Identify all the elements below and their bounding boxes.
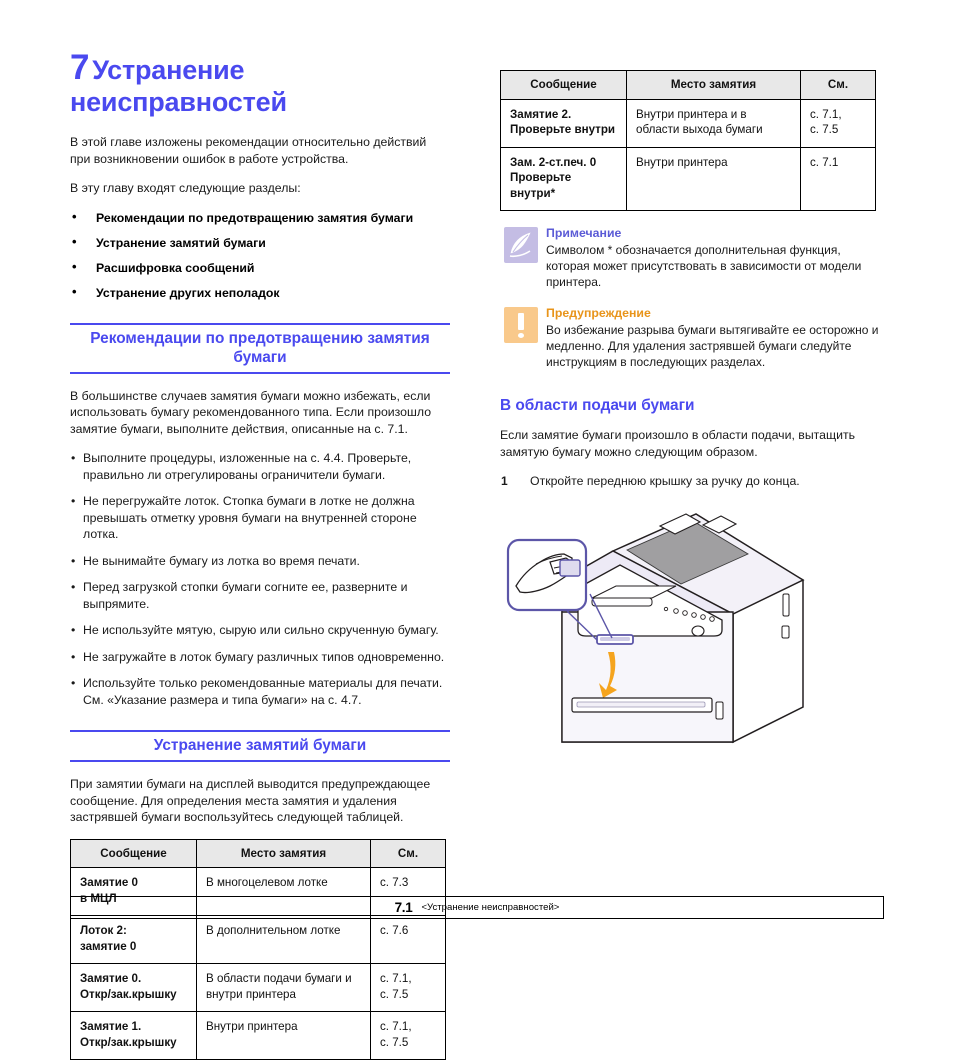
- table-row: [71, 1012, 446, 1060]
- warning-body: Во избежание разрыва бумаги вытягивайте ее осторожно и медленно. Для удаления застрявшей бумаги следуйте инструкциям в последующих разделах.: [546, 322, 884, 371]
- bullet-icon: •: [71, 622, 75, 639]
- cell-see: с. 7.1, с. 7.5: [371, 1012, 446, 1060]
- list-item: [70, 649, 450, 666]
- feather-pen-icon: [508, 231, 534, 259]
- cell-location: Внутри принтера: [627, 147, 801, 211]
- column-header-see: См.: [371, 839, 446, 868]
- cell-see: с. 7.3: [371, 868, 446, 916]
- exclamation-dot: [518, 333, 524, 338]
- bullet-icon: •: [71, 649, 75, 666]
- cell-see: с. 7.1: [801, 147, 876, 211]
- list-item[interactable]: [70, 210, 450, 226]
- cell-see: с. 7.6: [371, 916, 446, 964]
- jam-message-table: [70, 839, 446, 1060]
- footer-chapter-title: <Устранение неисправностей>: [421, 902, 559, 913]
- cell-message: Замятие 0 в МЦЛ: [71, 868, 197, 916]
- section-heading-paper-feed-area: В области подачи бумаги: [500, 396, 884, 416]
- intro-paragraph-1: В этой главе изложены рекомендации относительно действий при возникновении ошибок в работе устройства.: [70, 134, 450, 167]
- note-title: Примечание: [546, 225, 884, 241]
- chapter-number: 7: [70, 48, 89, 87]
- table-row: [71, 916, 446, 964]
- page-title: [70, 52, 450, 118]
- tip-text: Не вынимайте бумагу из лотка во время печати.: [83, 554, 360, 568]
- cell-location: Внутри принтера: [197, 1012, 371, 1060]
- note-body: Символом * обозначается дополнительная функция, которая может присутствовать в зависимости от модели принтера.: [546, 242, 884, 291]
- tip-text: Не используйте мятую, сырую или сильно скрученную бумагу.: [83, 623, 439, 637]
- list-item[interactable]: [70, 235, 450, 251]
- toc-item-label: Рекомендации по предотвращению замятия бумаги: [96, 211, 413, 225]
- note-callout: [500, 225, 884, 291]
- intro-paragraph-2: В эту главу входят следующие разделы:: [70, 180, 450, 197]
- tip-text: Не загружайте в лоток бумагу различных типов одновременно.: [83, 650, 444, 664]
- warning-title: Предупреждение: [546, 305, 884, 321]
- cell-message: Замятие 1. Откр/зак.крышку: [71, 1012, 197, 1060]
- cell-see: с. 7.1, с. 7.5: [371, 964, 446, 1012]
- bullet-icon: •: [71, 675, 75, 692]
- jam-message-table-continued: [500, 70, 876, 211]
- bullet-icon: •: [71, 579, 75, 596]
- toc-item-label: Устранение других неполадок: [96, 286, 280, 300]
- table-header-row: [501, 71, 876, 100]
- warning-callout: [500, 305, 884, 371]
- page-footer: [70, 896, 884, 919]
- bullet-icon: •: [71, 553, 75, 570]
- list-item: [70, 622, 450, 639]
- chapter-title-text: Устранение неисправностей: [70, 55, 287, 117]
- section-heading-clearing-jams: Устранение замятий бумаги: [70, 730, 450, 762]
- table-header-row: [71, 839, 446, 868]
- list-item[interactable]: [70, 260, 450, 276]
- cell-location: В области подачи бумаги и внутри принтера: [197, 964, 371, 1012]
- prevention-tips-list: [70, 450, 450, 708]
- footer-page-number: 7.1: [395, 900, 413, 915]
- tip-text: Выполните процедуры, изложенные на с. 4.4. Проверьте, правильно ли отрегулированы ограничители бумаги.: [83, 451, 411, 482]
- tip-text: Не перегружайте лоток. Стопка бумаги в лотке не должна превышать отметку уровня бумаги на внутренней стороне лотка.: [83, 494, 417, 541]
- exclamation-bar: [518, 313, 524, 330]
- toc-item-label: Расшифровка сообщений: [96, 261, 255, 275]
- bullet-icon: •: [72, 259, 77, 275]
- warning-icon: [504, 307, 538, 343]
- bullet-icon: •: [72, 234, 77, 250]
- tip-text: Перед загрузкой стопки бумаги согните ее, разверните и выпрямите.: [83, 580, 407, 611]
- table-row: [501, 147, 876, 211]
- note-icon: [504, 227, 538, 263]
- cell-location: В многоцелевом лотке: [197, 868, 371, 916]
- toc-item-label: Устранение замятий бумаги: [96, 236, 266, 250]
- bullet-icon: •: [71, 493, 75, 510]
- list-item: [70, 450, 450, 483]
- tip-text: Используйте только рекомендованные материалы для печати. См. «Указание размера и типа бумаги» на с. 4.7.: [83, 676, 442, 707]
- list-item[interactable]: [70, 285, 450, 301]
- bullet-icon: •: [72, 209, 77, 225]
- section-heading-prevention: Рекомендации по предотвращению замятия бумаги: [70, 323, 450, 374]
- column-header-location: Место замятия: [197, 839, 371, 868]
- column-header-message: Сообщение: [71, 839, 197, 868]
- step-number: 1: [501, 473, 508, 490]
- cell-message: Зам. 2-ст.печ. 0 Проверьте внутри*: [501, 147, 627, 211]
- step-1: [500, 473, 884, 490]
- printer-illustration: [500, 502, 884, 752]
- right-column: [500, 66, 884, 752]
- cell-message: Лоток 2: замятие 0: [71, 916, 197, 964]
- list-item: [70, 553, 450, 570]
- section-2-paragraph: При замятии бумаги на дисплей выводится предупреждающее сообщение. Для определения места замятия и удаления застрявшей бумаги воспользуйтесь следующей таблицей.: [70, 776, 450, 826]
- list-item: [70, 675, 450, 708]
- list-item: [70, 493, 450, 543]
- column-header-message: Сообщение: [501, 71, 627, 100]
- cell-location: В дополнительном лотке: [197, 916, 371, 964]
- printer-front-cover-open-diagram: [500, 502, 884, 752]
- bullet-icon: •: [71, 450, 75, 467]
- list-item: [70, 579, 450, 612]
- column-header-see: См.: [801, 71, 876, 100]
- cell-message: Замятие 2. Проверьте внутри: [501, 99, 627, 147]
- bullet-icon: •: [72, 284, 77, 300]
- cell-see: с. 7.1, с. 7.5: [801, 99, 876, 147]
- table-row: [501, 99, 876, 147]
- section-3-paragraph: Если замятие бумаги произошло в области подачи, вытащить замятую бумагу можно следующим образом.: [500, 427, 884, 460]
- cell-message: Замятие 0. Откр/зак.крышку: [71, 964, 197, 1012]
- chapter-contents-list: [70, 210, 450, 301]
- table-row: [71, 964, 446, 1012]
- cell-location: Внутри принтера и в области выхода бумаги: [627, 99, 801, 147]
- column-header-location: Место замятия: [627, 71, 801, 100]
- section-1-paragraph: В большинстве случаев замятия бумаги можно избежать, если использовать бумагу рекомендованного типа. Если произошло замятие бумаги, выполните действия, описанные на с. 7.1.: [70, 388, 450, 438]
- step-text: Откройте переднюю крышку за ручку до конца.: [530, 474, 800, 488]
